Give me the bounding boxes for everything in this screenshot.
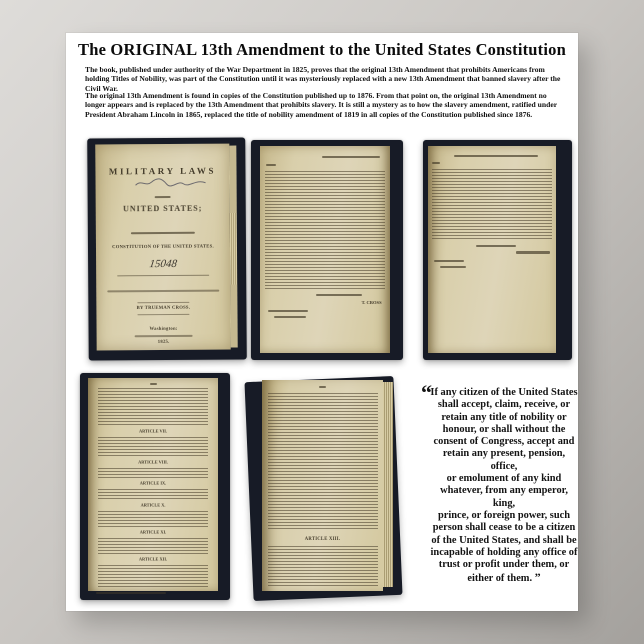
article13-page xyxy=(262,380,383,591)
quote-line: trust or profit under them, or xyxy=(438,559,570,571)
letter-page xyxy=(428,146,556,353)
united-states-line: UNITED STATES; xyxy=(123,203,203,214)
quote-line: retain any title of nobility or xyxy=(441,411,567,423)
quote-line: whatever, from any emperor, king, xyxy=(440,485,568,509)
rule-line xyxy=(137,302,189,303)
quote-line: shall accept, claim, receive, or xyxy=(437,399,571,411)
illegible-addressee-line xyxy=(268,310,308,312)
illegible-dateline xyxy=(322,156,380,158)
body-text-block xyxy=(98,511,208,527)
intro-paragraph-2: The original 13th Amendment is found in copies of the Constitution published up to 1876. From that point on, the original 13th Amendment no longer appears and is replaced by the 13th Amendment that prohibits slavery. It is still a mystery as to how the slavery amendment, ratified under President Abraham Lincoln in 1865, replaced the title of nobility amendment of 1819 in all copies of the Constitution published since 1876. xyxy=(85,91,557,119)
article-heading: ARTICLE X. xyxy=(140,503,166,509)
illegible-salutation xyxy=(432,162,440,164)
article-heading: ARTICLE VII. xyxy=(138,429,168,435)
quote-line: or emolument of any kind xyxy=(446,473,562,485)
letter-signature: T. CROSS xyxy=(362,300,382,306)
body-text-block xyxy=(268,546,378,586)
quote-line: honour, or shall without the xyxy=(442,423,566,435)
body-text-block xyxy=(98,538,208,554)
quote-last-line xyxy=(430,571,578,585)
illegible-addressee-line xyxy=(434,260,464,262)
illegible-salutation xyxy=(266,164,276,166)
illegible-addressee-line xyxy=(274,316,306,318)
book-photo-cross-letter xyxy=(251,140,403,360)
article-heading: ARTICLE XII. xyxy=(138,557,168,563)
illegible-footnote-line xyxy=(96,592,166,594)
rule-line xyxy=(137,314,189,315)
quote-line: consent of Congress, accept and xyxy=(433,436,575,448)
body-text-block xyxy=(98,388,208,426)
imprint-year: 1825. xyxy=(157,339,170,345)
illegible-closing-line xyxy=(316,294,362,296)
illegible-dateline xyxy=(454,155,538,157)
letter-page xyxy=(260,146,390,353)
amendments-page-content xyxy=(96,388,210,594)
amendment-quote xyxy=(421,380,578,586)
quote-line: person shall cease to be a citizen xyxy=(432,522,576,534)
body-text-block xyxy=(98,565,208,587)
article-heading: ARTICLE IX. xyxy=(139,481,167,487)
book-photo-article13-page xyxy=(247,374,402,606)
illegible-closing-line xyxy=(476,245,516,247)
poster xyxy=(66,33,578,611)
handwritten-inscription-icon xyxy=(133,176,207,191)
article-13-heading: ARTICLE XIII. xyxy=(304,536,341,542)
author-line: BY TRUEMAN CROSS. xyxy=(136,305,191,311)
illegible-page-number xyxy=(150,383,157,385)
close-quote-icon: ” xyxy=(534,570,541,585)
illegible-printer-line xyxy=(135,335,193,337)
title-page xyxy=(95,144,230,351)
quote-line: retain any present, pension, office, xyxy=(442,448,566,472)
illegible-imprint-line xyxy=(107,290,219,292)
body-text-block xyxy=(432,169,552,241)
body-text-block xyxy=(265,171,385,289)
book-main-title: MILITARY LAWS xyxy=(108,165,217,177)
illegible-text-line xyxy=(131,232,195,234)
book-photo-amendments-page xyxy=(80,373,230,600)
body-text-block xyxy=(268,393,378,531)
intro-paragraph-1: The book, published under authority of the War Department in 1825, proves that the original 13th Amendment that prohibits Americans from holding Titles of Nobility, was part of the Constitution until it was mysteriously replaced with a new 13th Amendment that banned slavery after the Civil War. xyxy=(85,65,561,93)
article-heading: ARTICLE VIII. xyxy=(138,460,168,466)
quote-line: incapable of holding any office of xyxy=(430,546,578,558)
body-text-block xyxy=(98,437,208,457)
quote-line: prince, or foreign power, such xyxy=(438,509,570,521)
constitution-line: CONSTITUTION OF THE UNITED STATES. xyxy=(112,244,214,250)
book-photo-title-page xyxy=(87,137,247,360)
illegible-signature xyxy=(516,251,550,254)
book-photo-war-dept-letter xyxy=(423,140,572,360)
poster-title: The ORIGINAL 13th Amendment to the United States Constitution xyxy=(78,40,566,59)
article-heading: ARTICLE XI. xyxy=(139,530,167,536)
open-quote-icon: “ xyxy=(421,380,432,405)
amendments-page xyxy=(88,378,218,591)
illegible-text-line xyxy=(155,196,171,198)
quote-line: If any citizen of the United States xyxy=(430,387,578,398)
body-text-block xyxy=(98,489,208,500)
rule-line xyxy=(117,275,209,277)
quote-line-text: either of them. xyxy=(467,573,533,585)
illegible-addressee-line xyxy=(440,266,466,268)
handwritten-accession-number: 15048 xyxy=(148,257,178,271)
page-fore-edge xyxy=(383,382,393,587)
body-text-block xyxy=(98,468,208,478)
imprint-city: Washington: xyxy=(149,326,178,332)
quote-line: of the United States, and shall be xyxy=(431,534,577,546)
illegible-page-number xyxy=(319,386,326,388)
page-fore-edge xyxy=(229,146,237,348)
